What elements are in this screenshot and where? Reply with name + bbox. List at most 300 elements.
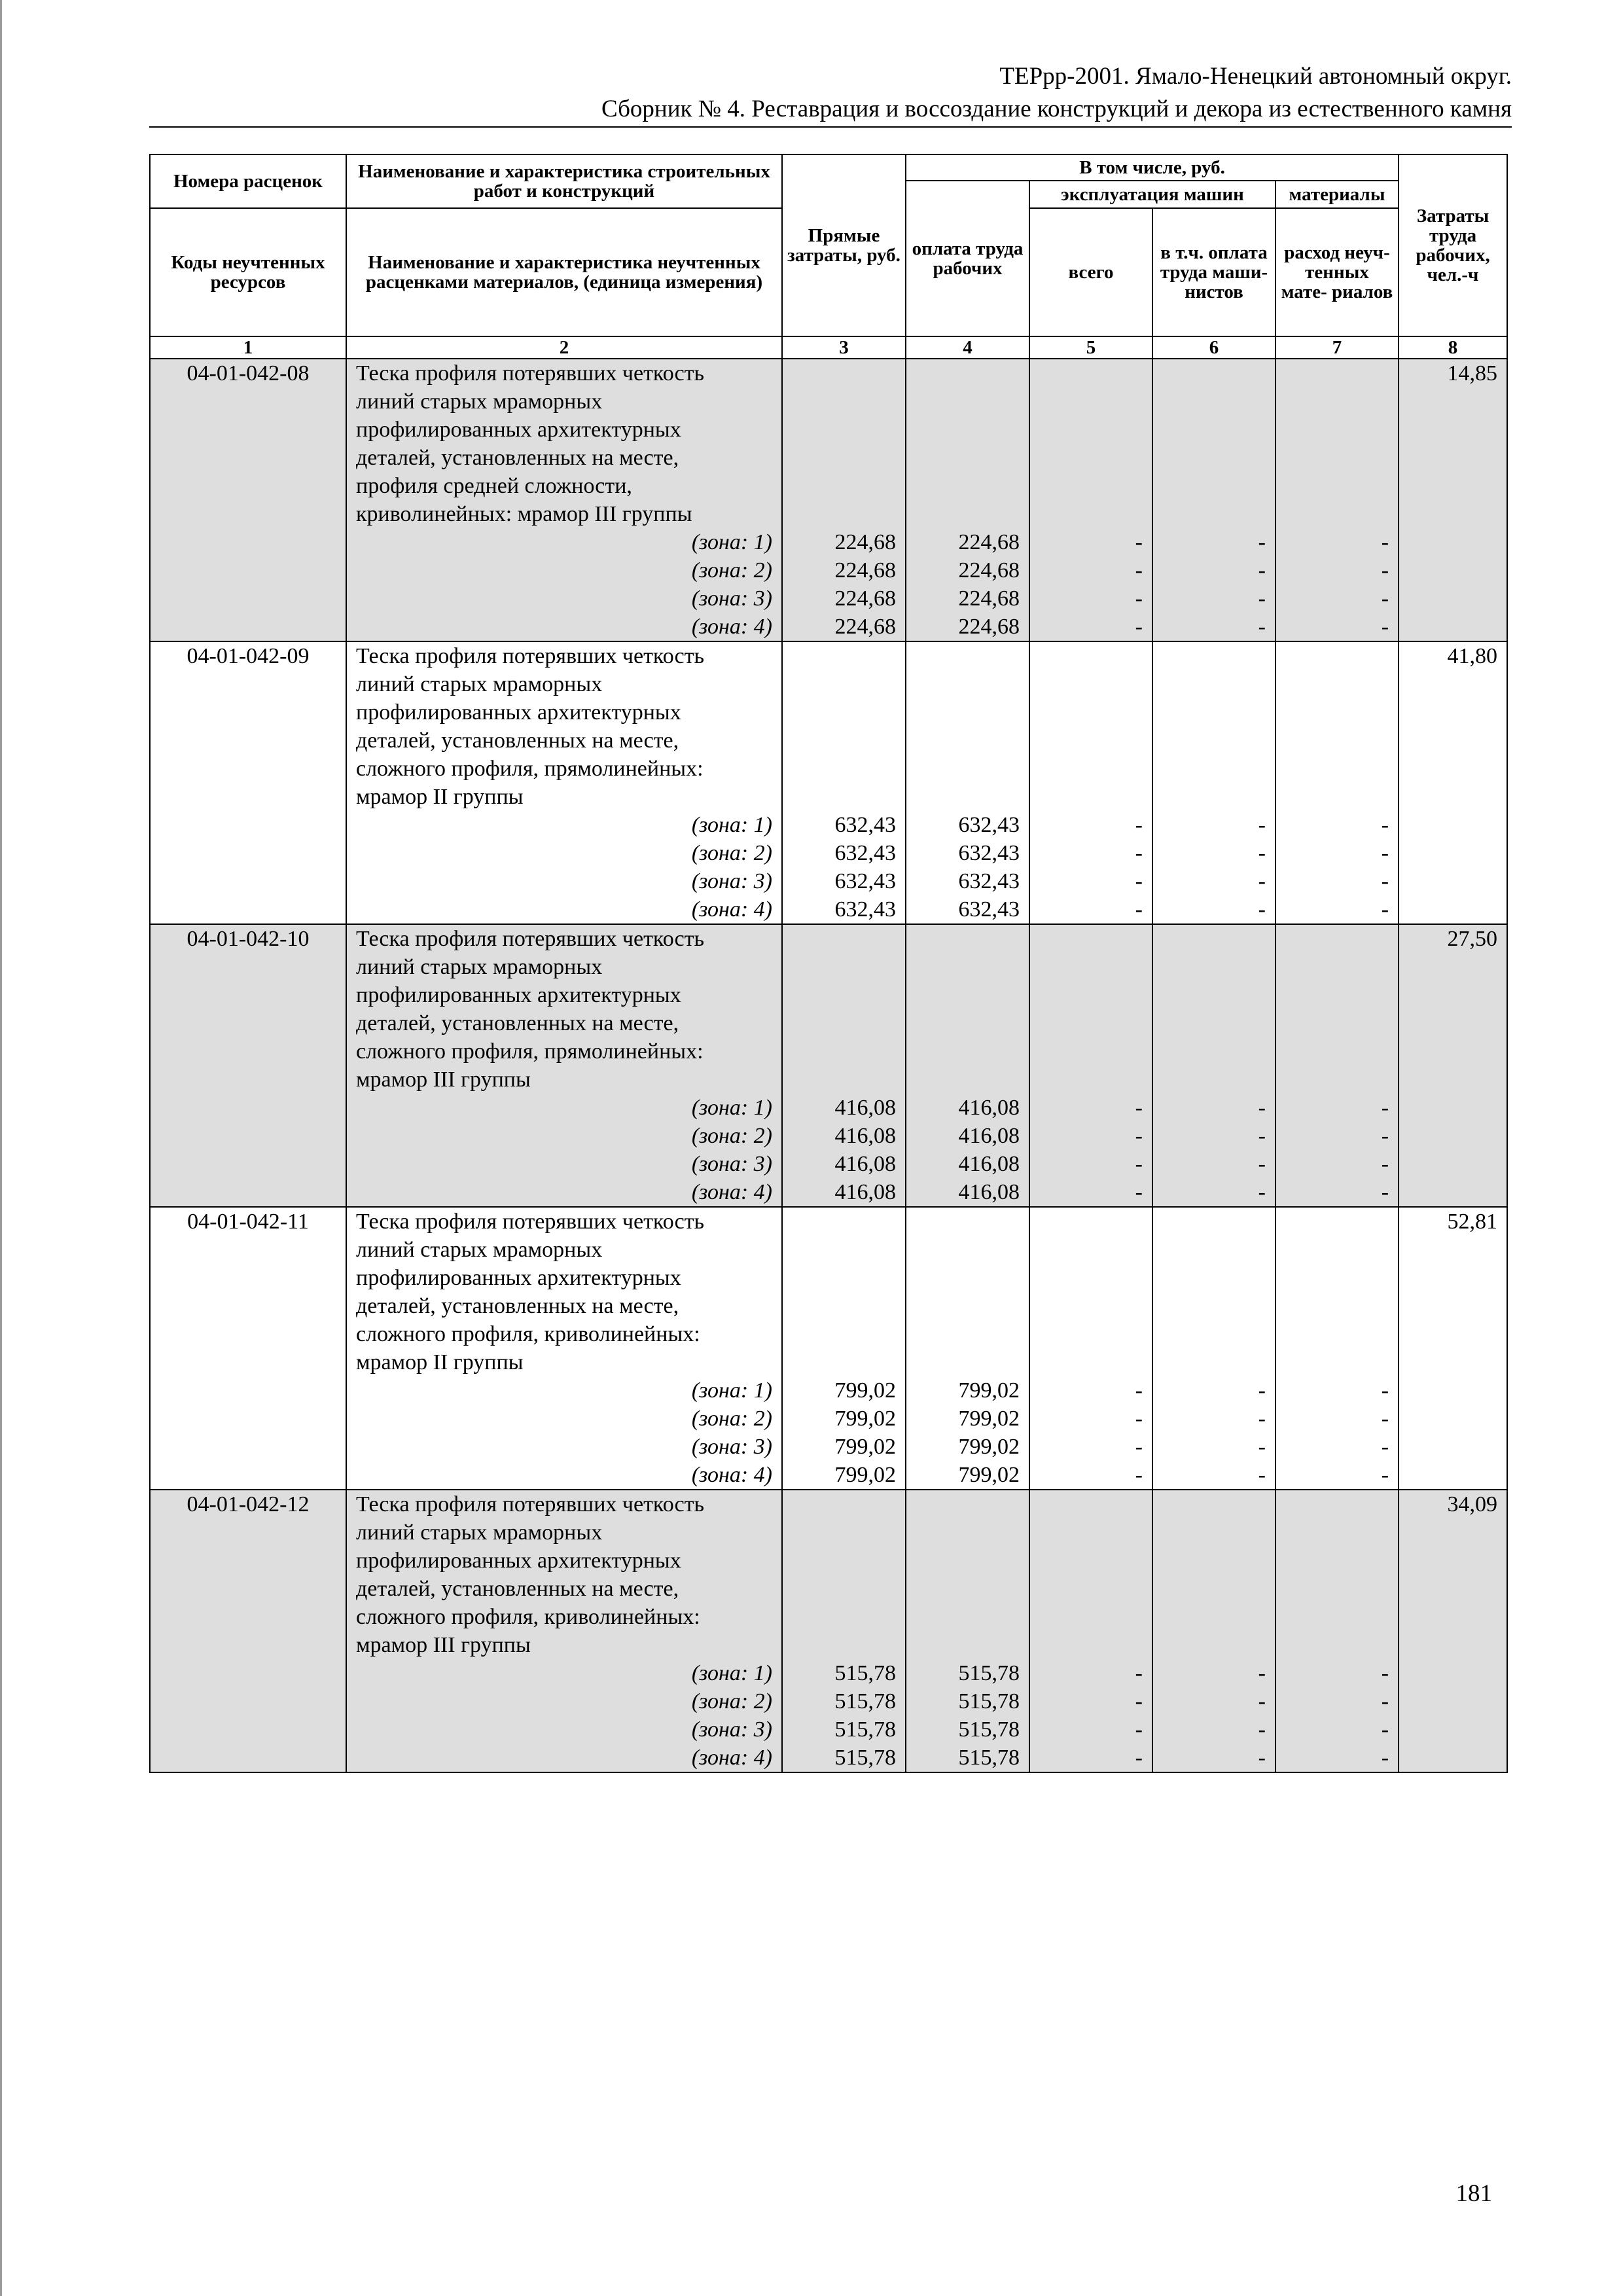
rate-description-line: сложного профиля, прямолинейных: (346, 1037, 782, 1066)
empty-cell (1152, 783, 1275, 811)
empty-cell (1399, 1631, 1507, 1659)
table-row (150, 1236, 1507, 1264)
empty-cell (782, 359, 906, 387)
empty-cell (1399, 839, 1507, 867)
header-direct-costs: Прямые затраты, руб. (782, 154, 906, 336)
empty-cell (1029, 1292, 1152, 1320)
empty-cell (906, 472, 1029, 500)
materials-value: - (1275, 1376, 1399, 1405)
table-row (150, 895, 1507, 924)
empty-cell (1399, 1547, 1507, 1575)
empty-cell (1029, 500, 1152, 528)
empty-cell (1399, 472, 1507, 500)
column-numbers-row (150, 336, 1507, 359)
table-row (150, 1066, 1507, 1094)
labor-costs-value: 34,09 (1399, 1490, 1507, 1518)
table-row (150, 924, 1507, 953)
empty-cell (1399, 1603, 1507, 1631)
empty-cell (1152, 1009, 1275, 1037)
empty-cell (1029, 670, 1152, 698)
rate-description-line: деталей, установленных на месте, (346, 1292, 782, 1320)
empty-cell (1029, 924, 1152, 953)
rate-description-line: сложного профиля, криволинейных: (346, 1320, 782, 1348)
empty-cell (150, 1009, 346, 1037)
empty-cell (150, 811, 346, 839)
empty-cell (1029, 1348, 1152, 1376)
empty-cell (150, 981, 346, 1009)
page-number: 181 (1455, 2180, 1492, 2207)
table-row (150, 472, 1507, 500)
zone-label: (зона: 4) (346, 1744, 782, 1772)
table-row (150, 584, 1507, 613)
labor-costs-value: 52,81 (1399, 1207, 1507, 1236)
machinist-wage-value: - (1152, 1687, 1275, 1715)
materials-value: - (1275, 839, 1399, 867)
worker-wage-value: 799,02 (906, 1405, 1029, 1433)
worker-wage-value: 632,43 (906, 867, 1029, 895)
materials-value: - (1275, 867, 1399, 895)
empty-cell (1275, 1066, 1399, 1094)
rate-code: 04-01-042-09 (150, 641, 346, 670)
empty-cell (1275, 1292, 1399, 1320)
empty-cell (150, 556, 346, 584)
empty-cell (150, 1236, 346, 1264)
table-row (150, 556, 1507, 584)
machines-total-value: - (1029, 1178, 1152, 1207)
empty-cell (906, 1348, 1029, 1376)
rate-group (150, 1207, 1507, 1490)
machines-total-value: - (1029, 1376, 1152, 1405)
table-row (150, 359, 1507, 387)
machinist-wage-value: - (1152, 1094, 1275, 1122)
empty-cell (150, 867, 346, 895)
table-row (150, 698, 1507, 726)
table-row (150, 1094, 1507, 1122)
empty-cell (1152, 500, 1275, 528)
empty-cell (782, 1037, 906, 1066)
materials-value: - (1275, 1094, 1399, 1122)
table-row (150, 839, 1507, 867)
empty-cell (782, 924, 906, 953)
materials-value: - (1275, 1178, 1399, 1207)
rate-group (150, 924, 1507, 1207)
header-material-name: Наименование и характеристика неучтенных расценками материалов, (единица измерения) (346, 208, 782, 336)
machinist-wage-value: - (1152, 613, 1275, 641)
empty-cell (906, 1264, 1029, 1292)
empty-cell (1399, 1715, 1507, 1744)
empty-cell (1275, 641, 1399, 670)
empty-cell (1152, 1066, 1275, 1094)
page-edge-line (0, 0, 2, 2296)
rate-code: 04-01-042-11 (150, 1207, 346, 1236)
machines-total-value: - (1029, 1150, 1152, 1178)
rate-group (150, 359, 1507, 641)
worker-wage-value: 224,68 (906, 556, 1029, 584)
table-row (150, 867, 1507, 895)
empty-cell (1399, 1348, 1507, 1376)
empty-cell (782, 472, 906, 500)
empty-cell (1029, 444, 1152, 472)
empty-cell (1029, 387, 1152, 416)
zone-label: (зона: 2) (346, 1405, 782, 1433)
labor-costs-value: 27,50 (1399, 924, 1507, 953)
header-material-consumption: расход неуч- тенных мате- риалов (1275, 208, 1399, 336)
machines-total-value: - (1029, 839, 1152, 867)
empty-cell (1152, 670, 1275, 698)
rate-description-line: сложного профиля, криволинейных: (346, 1603, 782, 1631)
empty-cell (1029, 783, 1152, 811)
empty-cell (1399, 1659, 1507, 1687)
direct-costs-value: 632,43 (782, 867, 906, 895)
empty-cell (782, 1631, 906, 1659)
materials-value: - (1275, 584, 1399, 613)
empty-cell (1399, 1150, 1507, 1178)
empty-cell (1399, 1066, 1507, 1094)
zone-label: (зона: 4) (346, 1178, 782, 1207)
empty-cell (782, 1320, 906, 1348)
table-row (150, 1547, 1507, 1575)
empty-cell (150, 1631, 346, 1659)
machinist-wage-value: - (1152, 1715, 1275, 1744)
worker-wage-value: 416,08 (906, 1178, 1029, 1207)
zone-label: (зона: 2) (346, 556, 782, 584)
empty-cell (1275, 1631, 1399, 1659)
empty-cell (782, 670, 906, 698)
machinist-wage-value: - (1152, 1405, 1275, 1433)
table-row (150, 670, 1507, 698)
empty-cell (1399, 1575, 1507, 1603)
machines-total-value: - (1029, 1094, 1152, 1122)
machines-total-value: - (1029, 1744, 1152, 1772)
direct-costs-value: 515,78 (782, 1744, 906, 1772)
empty-cell (1152, 1320, 1275, 1348)
empty-cell (1275, 1037, 1399, 1066)
worker-wage-value: 632,43 (906, 839, 1029, 867)
empty-cell (1275, 726, 1399, 755)
empty-cell (1399, 444, 1507, 472)
empty-cell (906, 783, 1029, 811)
header-machinist-wage: в т.ч. оплата труда маши- нистов (1152, 208, 1275, 336)
direct-costs-value: 416,08 (782, 1150, 906, 1178)
empty-cell (1399, 1744, 1507, 1772)
worker-wage-value: 416,08 (906, 1094, 1029, 1122)
empty-cell (150, 755, 346, 783)
empty-cell (906, 1207, 1029, 1236)
worker-wage-value: 632,43 (906, 895, 1029, 924)
empty-cell (150, 387, 346, 416)
empty-cell (1029, 1575, 1152, 1603)
zone-label: (зона: 3) (346, 1715, 782, 1744)
empty-cell (906, 500, 1029, 528)
empty-cell (150, 416, 346, 444)
machinist-wage-value: - (1152, 528, 1275, 556)
empty-cell (1399, 698, 1507, 726)
empty-cell (150, 1094, 346, 1122)
direct-costs-value: 416,08 (782, 1094, 906, 1122)
empty-cell (1399, 1320, 1507, 1348)
empty-cell (1275, 783, 1399, 811)
empty-cell (1152, 953, 1275, 981)
empty-cell (906, 1575, 1029, 1603)
table-row (150, 1178, 1507, 1207)
worker-wage-value: 416,08 (906, 1150, 1029, 1178)
zone-label: (зона: 1) (346, 1659, 782, 1687)
empty-cell (1399, 1037, 1507, 1066)
empty-cell (1152, 1292, 1275, 1320)
empty-cell (1399, 556, 1507, 584)
header-including: В том числе, руб. (906, 154, 1399, 181)
rate-description-line: Теска профиля потерявших четкость (346, 1490, 782, 1518)
empty-cell (1275, 981, 1399, 1009)
table-row (150, 1744, 1507, 1772)
empty-cell (1275, 670, 1399, 698)
zone-label: (зона: 2) (346, 839, 782, 867)
column-number: 7 (1275, 336, 1399, 359)
machinist-wage-value: - (1152, 1178, 1275, 1207)
empty-cell (1152, 359, 1275, 387)
empty-cell (150, 1150, 346, 1178)
empty-cell (1029, 1236, 1152, 1264)
empty-cell (1275, 1207, 1399, 1236)
empty-cell (1152, 1207, 1275, 1236)
empty-cell (1029, 1009, 1152, 1037)
machines-total-value: - (1029, 867, 1152, 895)
empty-cell (906, 1518, 1029, 1547)
table-row (150, 1264, 1507, 1292)
machinist-wage-value: - (1152, 1150, 1275, 1178)
table-row (150, 1292, 1507, 1320)
rate-code: 04-01-042-10 (150, 924, 346, 953)
empty-cell (150, 500, 346, 528)
empty-cell (1275, 359, 1399, 387)
empty-cell (1275, 1575, 1399, 1603)
empty-cell (1275, 444, 1399, 472)
empty-cell (1399, 670, 1507, 698)
empty-cell (1029, 1320, 1152, 1348)
machinist-wage-value: - (1152, 1433, 1275, 1461)
machines-total-value: - (1029, 584, 1152, 613)
header-line-2: Сборник № 4. Реставрация и воссоздание конструкций и декора из естественного камня (601, 96, 1512, 122)
column-number: 8 (1399, 336, 1507, 359)
zone-label: (зона: 4) (346, 895, 782, 924)
machines-total-value: - (1029, 1461, 1152, 1490)
table-row (150, 755, 1507, 783)
rate-code: 04-01-042-08 (150, 359, 346, 387)
empty-cell (150, 1320, 346, 1348)
empty-cell (782, 1547, 906, 1575)
table-row (150, 1405, 1507, 1433)
empty-cell (906, 670, 1029, 698)
empty-cell (1399, 1236, 1507, 1264)
empty-cell (1275, 698, 1399, 726)
table-row (150, 953, 1507, 981)
empty-cell (906, 1037, 1029, 1066)
rate-description-line: мрамор II группы (346, 1348, 782, 1376)
empty-cell (1275, 1264, 1399, 1292)
empty-cell (1399, 1264, 1507, 1292)
zone-label: (зона: 3) (346, 1150, 782, 1178)
rate-description-line: профилированных архитектурных (346, 1547, 782, 1575)
machinist-wage-value: - (1152, 811, 1275, 839)
empty-cell (906, 726, 1029, 755)
empty-cell (1275, 1603, 1399, 1631)
rate-description-line: мрамор II группы (346, 783, 782, 811)
machinist-wage-value: - (1152, 895, 1275, 924)
empty-cell (1029, 1490, 1152, 1518)
rate-description-line: криволинейных: мрамор III группы (346, 500, 782, 528)
direct-costs-value: 632,43 (782, 811, 906, 839)
zone-label: (зона: 3) (346, 584, 782, 613)
table-row (150, 1461, 1507, 1490)
empty-cell (782, 726, 906, 755)
zone-label: (зона: 1) (346, 811, 782, 839)
worker-wage-value: 515,78 (906, 1715, 1029, 1744)
empty-cell (1152, 1236, 1275, 1264)
direct-costs-value: 224,68 (782, 613, 906, 641)
materials-value: - (1275, 1715, 1399, 1744)
empty-cell (150, 1433, 346, 1461)
empty-cell (906, 924, 1029, 953)
empty-cell (782, 1207, 906, 1236)
worker-wage-value: 799,02 (906, 1376, 1029, 1405)
empty-cell (1152, 641, 1275, 670)
direct-costs-value: 515,78 (782, 1659, 906, 1687)
materials-value: - (1275, 1744, 1399, 1772)
empty-cell (1399, 981, 1507, 1009)
empty-cell (782, 953, 906, 981)
empty-cell (150, 1037, 346, 1066)
empty-cell (150, 528, 346, 556)
empty-cell (1275, 416, 1399, 444)
rate-description-line: линий старых мраморных (346, 1518, 782, 1547)
empty-cell (1399, 811, 1507, 839)
table-row (150, 1009, 1507, 1037)
empty-cell (1152, 981, 1275, 1009)
column-number: 3 (782, 336, 906, 359)
table-row (150, 1150, 1507, 1178)
direct-costs-value: 799,02 (782, 1433, 906, 1461)
empty-cell (150, 1264, 346, 1292)
table-row (150, 1320, 1507, 1348)
empty-cell (782, 783, 906, 811)
table-row (150, 444, 1507, 472)
worker-wage-value: 224,68 (906, 613, 1029, 641)
empty-cell (150, 1376, 346, 1405)
rate-description-line: линий старых мраморных (346, 387, 782, 416)
direct-costs-value: 799,02 (782, 1405, 906, 1433)
empty-cell (1152, 924, 1275, 953)
empty-cell (1029, 1603, 1152, 1631)
table-row (150, 1518, 1507, 1547)
worker-wage-value: 224,68 (906, 584, 1029, 613)
empty-cell (1029, 1547, 1152, 1575)
table-row (150, 1603, 1507, 1631)
direct-costs-value: 799,02 (782, 1376, 906, 1405)
empty-cell (1275, 472, 1399, 500)
direct-costs-value: 224,68 (782, 528, 906, 556)
empty-cell (1152, 698, 1275, 726)
empty-cell (1399, 613, 1507, 641)
machinist-wage-value: - (1152, 584, 1275, 613)
table-row (150, 1715, 1507, 1744)
zone-label: (зона: 3) (346, 867, 782, 895)
empty-cell (150, 1348, 346, 1376)
empty-cell (906, 1066, 1029, 1094)
zone-label: (зона: 4) (346, 1461, 782, 1490)
empty-cell (1399, 387, 1507, 416)
empty-cell (150, 726, 346, 755)
materials-value: - (1275, 1150, 1399, 1178)
machines-total-value: - (1029, 811, 1152, 839)
empty-cell (906, 387, 1029, 416)
empty-cell (1275, 755, 1399, 783)
empty-cell (1399, 755, 1507, 783)
empty-cell (1152, 1490, 1275, 1518)
empty-cell (1399, 1178, 1507, 1207)
zone-label: (зона: 1) (346, 1094, 782, 1122)
table-row (150, 1122, 1507, 1150)
empty-cell (1029, 698, 1152, 726)
labor-costs-value: 14,85 (1399, 359, 1507, 387)
empty-cell (1399, 783, 1507, 811)
empty-cell (1399, 528, 1507, 556)
table-row (150, 1575, 1507, 1603)
direct-costs-value: 224,68 (782, 584, 906, 613)
empty-cell (1399, 1433, 1507, 1461)
rate-description-line: деталей, установленных на месте, (346, 444, 782, 472)
running-header (601, 60, 1512, 126)
rate-group (150, 1490, 1507, 1772)
worker-wage-value: 224,68 (906, 528, 1029, 556)
empty-cell (1399, 953, 1507, 981)
empty-cell (1275, 924, 1399, 953)
empty-cell (906, 444, 1029, 472)
empty-cell (782, 698, 906, 726)
direct-costs-value: 416,08 (782, 1122, 906, 1150)
empty-cell (1152, 472, 1275, 500)
empty-cell (782, 416, 906, 444)
materials-value: - (1275, 556, 1399, 584)
empty-cell (1029, 1631, 1152, 1659)
column-number: 1 (150, 336, 346, 359)
empty-cell (150, 670, 346, 698)
empty-cell (782, 444, 906, 472)
worker-wage-value: 515,78 (906, 1659, 1029, 1687)
empty-cell (150, 1292, 346, 1320)
rate-description-line: деталей, установленных на месте, (346, 1575, 782, 1603)
table-row (150, 500, 1507, 528)
empty-cell (1399, 1292, 1507, 1320)
empty-cell (1399, 1009, 1507, 1037)
empty-cell (1152, 1037, 1275, 1066)
header-work-name: Наименование и характеристика строительных работ и конструкций (346, 154, 782, 208)
materials-value: - (1275, 1405, 1399, 1433)
rate-description-line: профилированных архитектурных (346, 1264, 782, 1292)
empty-cell (782, 1603, 906, 1631)
empty-cell (150, 472, 346, 500)
table-row (150, 1687, 1507, 1715)
empty-cell (150, 1603, 346, 1631)
empty-cell (150, 584, 346, 613)
header-machines: эксплуатация машин (1029, 181, 1275, 208)
materials-value: - (1275, 895, 1399, 924)
table-row (150, 1631, 1507, 1659)
empty-cell (1152, 1603, 1275, 1631)
header-resource-codes: Коды неучтенных ресурсов (150, 208, 346, 336)
materials-value: - (1275, 613, 1399, 641)
worker-wage-value: 515,78 (906, 1744, 1029, 1772)
materials-value: - (1275, 528, 1399, 556)
